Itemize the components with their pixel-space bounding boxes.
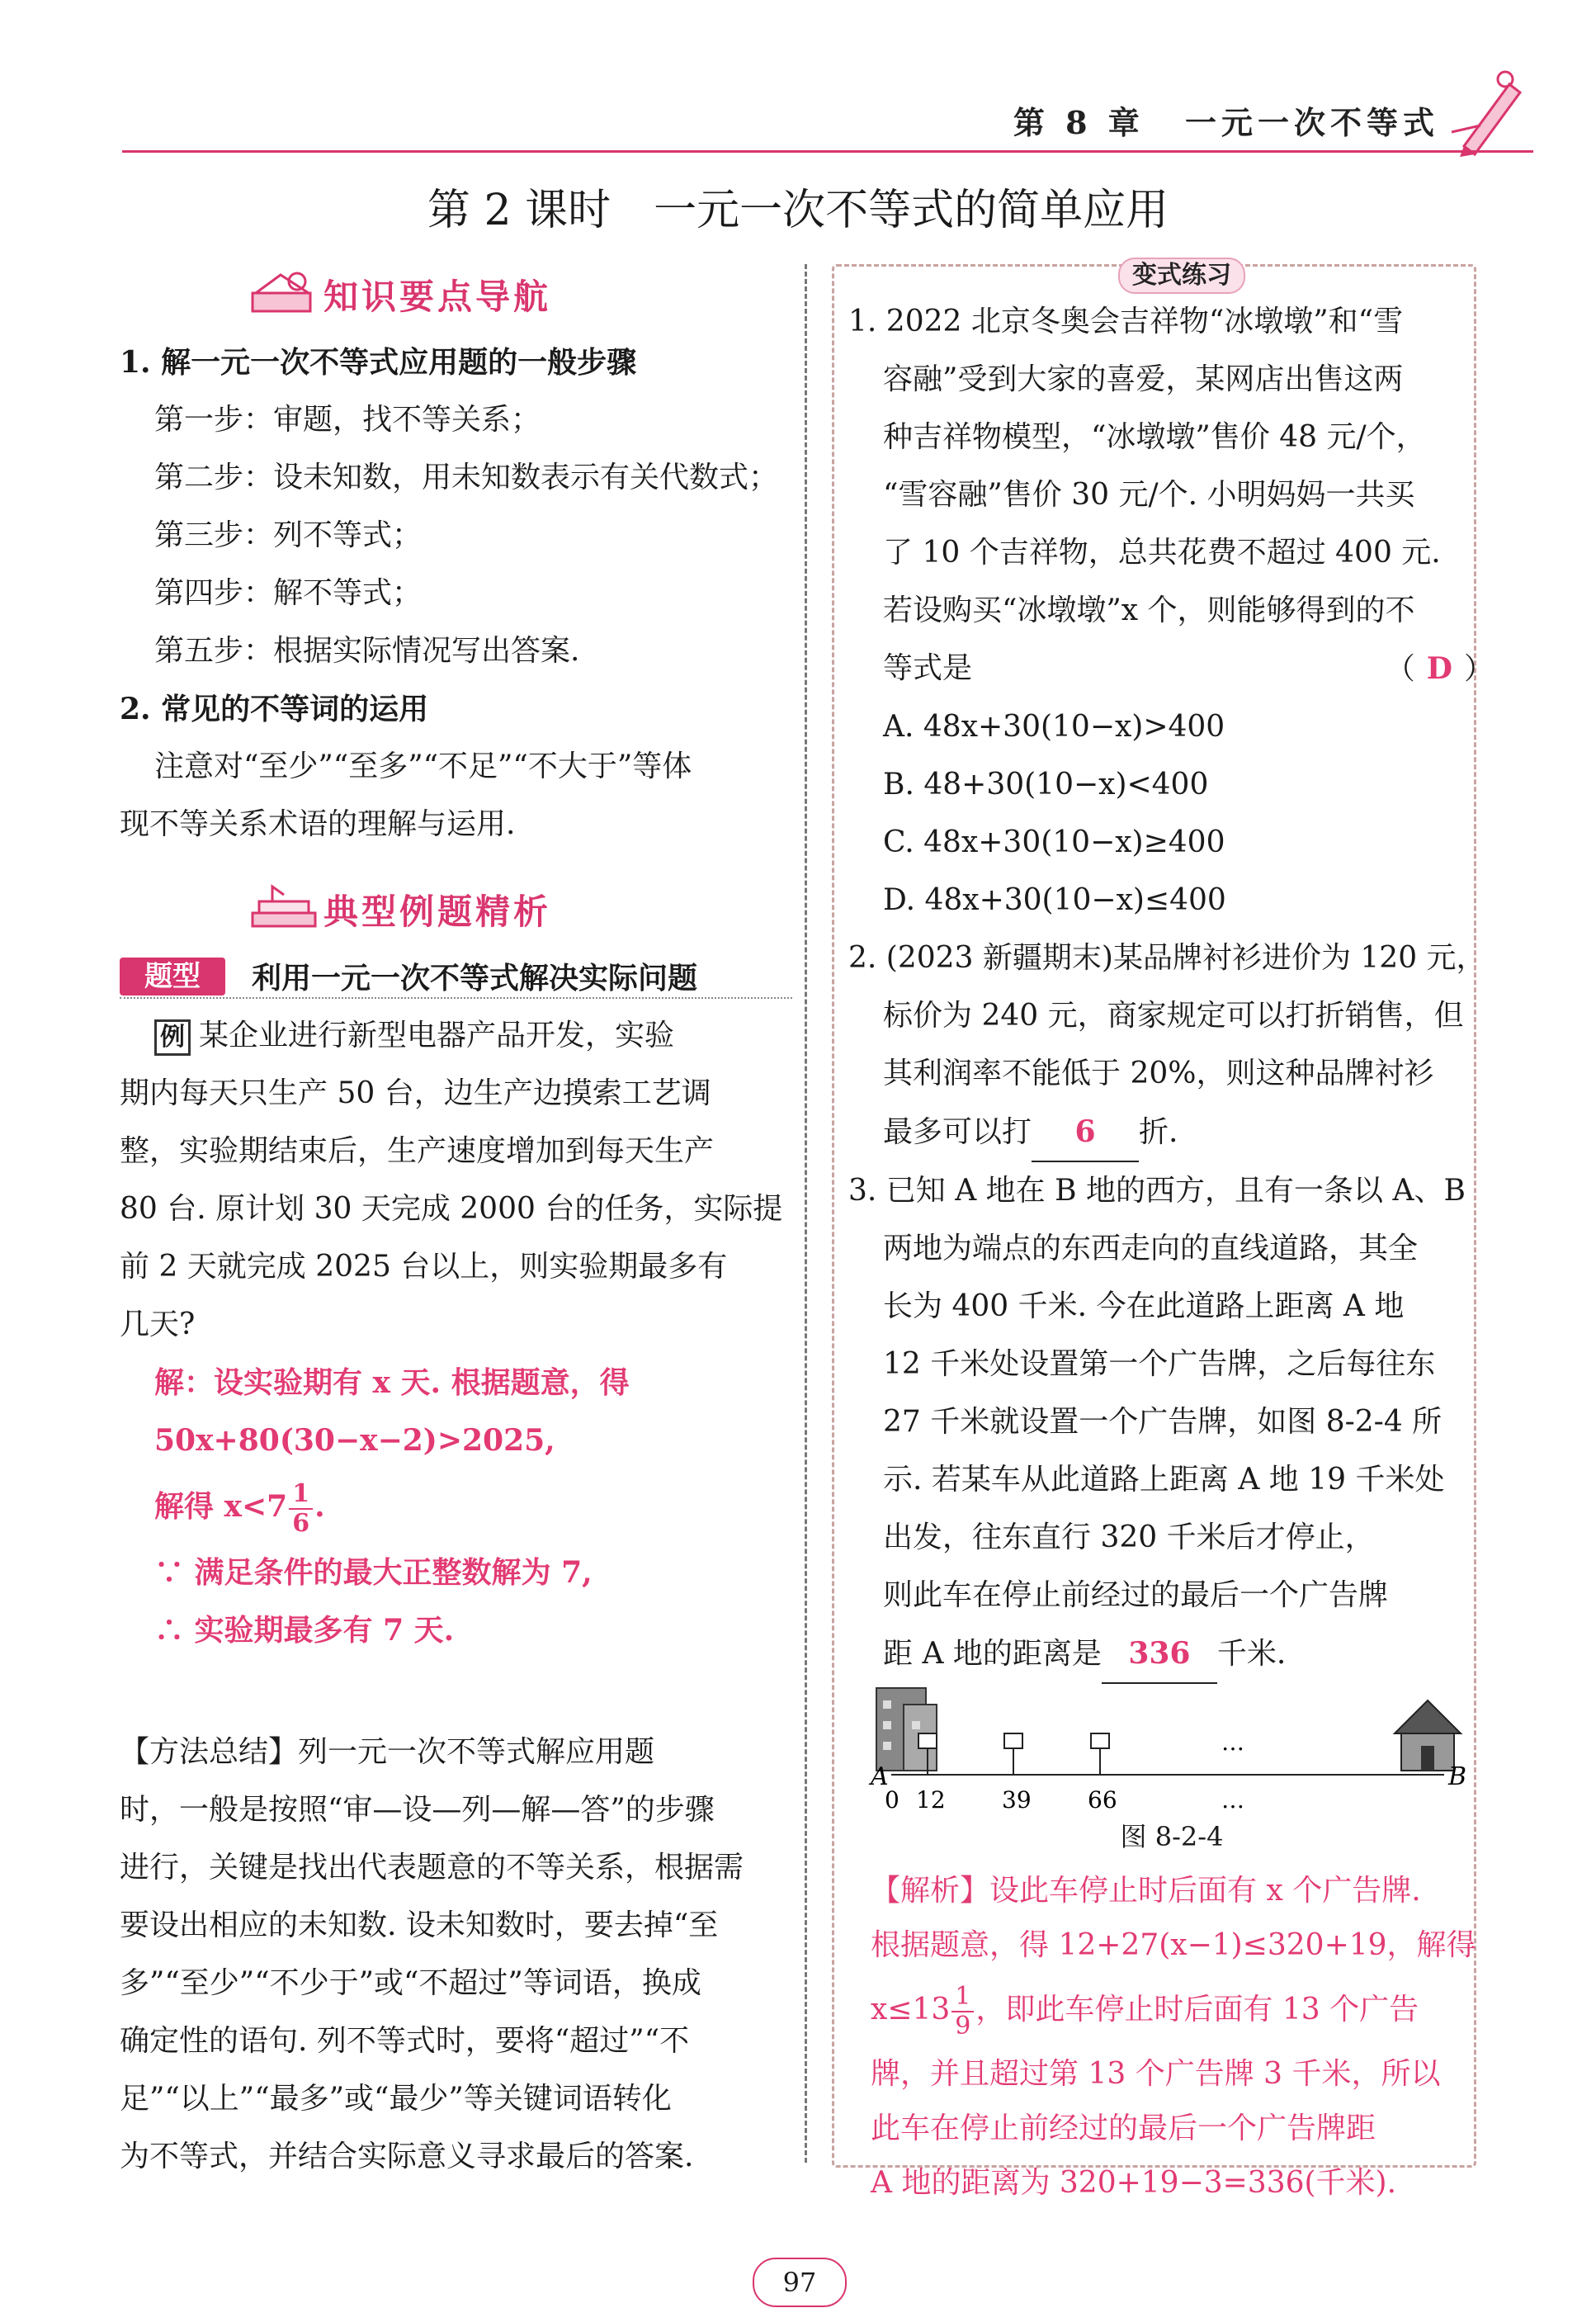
- solution-fraction: $\frac{1}{6}$: [289, 1480, 313, 1538]
- billboard-3: [1091, 1733, 1109, 1775]
- books-icon: [248, 883, 323, 936]
- tick-label-12: 12: [916, 1786, 946, 1814]
- solution-line-4: ∵ 满足条件的最大正整数解为 7,: [154, 1555, 593, 1590]
- pencil-icon: [1447, 68, 1530, 158]
- analysis-fraction: $\frac{1}{9}$: [951, 1983, 974, 2041]
- example-line-1: 例 某企业进行新型电器产品开发，实验: [120, 1007, 788, 1065]
- figure-caption: 图 8-2-4: [1120, 1821, 1224, 1852]
- examples-heading-block: [248, 883, 551, 936]
- q3-line-9: 距 A 地的距离是 336 千米.: [848, 1624, 1476, 1684]
- practice-label: 变式练习: [1118, 258, 1245, 294]
- q3-line-2: 两地为端点的东西走向的直线道路，其全: [883, 1232, 1419, 1265]
- solution-line-3: 解得 x<7 $\frac{1}{6}$ .: [154, 1479, 325, 1538]
- knowledge-heading-block: [248, 268, 551, 321]
- q2-answer: 6: [1032, 1103, 1139, 1162]
- knowledge-item-2-line-2: 现不等关系术语的理解与运用.: [120, 807, 516, 841]
- q1-line-4: “雪容融”售价 30 元/个. 小明妈妈一共买: [883, 478, 1415, 512]
- q3-answer: 336: [1102, 1624, 1217, 1684]
- question-type-rule: [120, 997, 792, 999]
- chapter-title: 一元一次不等式: [1184, 104, 1439, 141]
- examples-heading: 典型例题精析: [323, 891, 552, 932]
- solution-line-2: 50x+80(30−x−2)>2025,: [154, 1423, 555, 1458]
- example-line-4: 80 台. 原计划 30 天完成 2000 台的任务，实际提: [120, 1192, 783, 1226]
- method-line-6: 确定性的语句. 列不等式时，要将“超过”“不: [120, 2024, 690, 2058]
- tick-label-0: 0: [885, 1786, 900, 1814]
- step-3: 第三步：列不等式；: [154, 518, 423, 552]
- example-line-5: 前 2 天就完成 2025 台以上，则实验期最多有: [120, 1250, 728, 1284]
- knowledge-item-2-line-1: 注意对“至少”“至多”“不足”“不大于”等体: [154, 750, 692, 783]
- q1-line-6: 若设购买“冰墩墩”x 个，则能够得到的不: [883, 594, 1415, 627]
- q1-option-d: D. 48x+30(10−x)≤400: [883, 883, 1226, 917]
- analysis-block: [871, 1864, 1476, 2211]
- ellipsis-top: …: [1221, 1728, 1244, 1756]
- q1-line-2: 容融”受到大家的喜爱，某网店出售这两: [883, 362, 1404, 396]
- book-icon: [248, 268, 323, 321]
- example-line-2: 期内每天只生产 50 台，边生产边摸索工艺调: [120, 1076, 711, 1110]
- header-rule: [122, 150, 1533, 153]
- example-line-3: 整，实验期结束后，生产速度增加到每天生产: [120, 1134, 715, 1168]
- label-a: A: [871, 1762, 889, 1791]
- method-line-1: 【方法总结】列一元一次不等式解应用题: [120, 1735, 655, 1769]
- page-number: 97: [753, 2258, 847, 2307]
- knowledge-heading: 知识要点导航: [323, 277, 552, 317]
- knowledge-item-1-title: 1. 解一元一次不等式应用题的一般步骤: [120, 345, 637, 380]
- analysis-line-2: 根据题意，得 12+27(x−1)≤320+19，解得: [871, 1928, 1476, 1962]
- example-problem: [120, 1007, 788, 1659]
- q3-line-4: 12 千米处设置第一个广告牌，之后每往东: [883, 1347, 1436, 1381]
- q3-line-3: 长为 400 千米. 今在此道路上距离 A 地: [883, 1289, 1405, 1323]
- house-icon: [1395, 1700, 1461, 1771]
- chapter-number: 第 8 章: [1013, 104, 1145, 141]
- method-line-5: 多”“至少”“不少于”或“不超过”等词语，换成: [120, 1966, 701, 2000]
- q3-line-5: 27 千米就设置一个广告牌，如图 8-2-4 所: [883, 1405, 1443, 1439]
- example-label: 例: [154, 1019, 191, 1056]
- q1-answer-bracket: （ D ）: [1385, 651, 1494, 686]
- q3-line-1: 3. 已知 A 地在 B 地的西方，且有一条以 A、B: [848, 1174, 1466, 1208]
- q1-line-1: 1. 2022 北京冬奥会吉祥物“冰墩墩”和“雪: [848, 305, 1404, 338]
- analysis-line-4: 牌，并且超过第 13 个广告牌 3 千米，所以: [871, 2057, 1441, 2091]
- q2-line-4: 最多可以打 6 折.: [848, 1103, 1476, 1162]
- q1-option-a: A. 48x+30(10−x)>400: [883, 710, 1225, 744]
- billboard-2: [1004, 1733, 1022, 1775]
- step-1: 第一步：审题，找不等关系；: [154, 403, 541, 437]
- solution-line-1: 解：设实验期有 x 天. 根据题意，得: [154, 1365, 630, 1400]
- q1-option-c: C. 48x+30(10−x)≥400: [883, 825, 1225, 859]
- q3-line-8: 则此车在停止前经过的最后一个广告牌: [883, 1578, 1389, 1612]
- solution-line-5: ∴ 实验期最多有 7 天.: [154, 1613, 455, 1648]
- q1-line-7: 等式是 （ D ）: [848, 640, 1494, 698]
- tick-label-39: 39: [1002, 1786, 1032, 1814]
- tick-label-66: 66: [1088, 1786, 1117, 1814]
- q1-line-3: 种吉祥物模型，“冰墩墩”售价 48 元/个，: [883, 420, 1426, 454]
- example-line-6: 几天?: [120, 1308, 196, 1341]
- ellipsis-bottom: …: [1221, 1786, 1244, 1814]
- q1-answer: D: [1426, 651, 1452, 686]
- q1-line-5: 了 10 个吉祥物，总共花费不超过 400 元.: [883, 536, 1441, 570]
- step-5: 第五步：根据实际情况写出答案.: [154, 634, 580, 668]
- question-type-tag: 题型: [120, 958, 225, 995]
- method-line-8: 为不等式，并结合实际意义寻求最后的答案.: [120, 2140, 694, 2173]
- practice-q1: [848, 293, 1494, 1684]
- running-header: [989, 97, 1439, 143]
- step-4: 第四步：解不等式；: [154, 576, 423, 610]
- method-line-4: 要设出相应的未知数. 设未知数时，要去掉“至: [120, 1908, 719, 1942]
- road-figure: [866, 1684, 1477, 1816]
- analysis-line-6: A 地的距离为 320+19−3=336(千米).: [871, 2166, 1397, 2200]
- analysis-line-5: 此车在停止前经过的最后一个广告牌距: [871, 2112, 1376, 2145]
- method-line-2: 时，一般是按照“审—设—列—解—答”的步骤: [120, 1793, 715, 1827]
- knowledge-item-2-title: 2. 常见的不等词的运用: [120, 692, 429, 726]
- method-line-3: 进行，关键是找出代表题意的不等关系，根据需: [120, 1851, 744, 1885]
- page-title: 第 2 课时 一元一次不等式的简单应用: [427, 186, 1169, 235]
- question-type-title: 利用一元一次不等式解决实际问题: [252, 962, 698, 995]
- label-b: B: [1448, 1762, 1467, 1791]
- q1-option-b: B. 48+30(10−x)<400: [883, 768, 1209, 802]
- q3-line-6: 示. 若某车从此道路上距离 A 地 19 千米处: [883, 1463, 1445, 1497]
- method-summary: [120, 1724, 788, 2186]
- analysis-line-1: 【解析】设此车停止时后面有 x 个广告牌.: [871, 1874, 1421, 1908]
- q3-line-7: 出发，往东直行 320 千米后才停止，: [883, 1520, 1375, 1554]
- q2-line-3: 其利润率不能低于 20%，则这种品牌衬衫: [883, 1057, 1434, 1090]
- method-line-7: 足”“以上”“最多”或“最少”等关键词语转化: [120, 2082, 672, 2116]
- knowledge-section: [120, 333, 788, 854]
- analysis-line-3: x≤13 $\frac{1}{9}$ ，即此车停止时后面有 13 个广告: [871, 1982, 1419, 2041]
- column-divider: [805, 264, 807, 2163]
- q2-line-1: 2. (2023 新疆期末)某品牌衬衫进价为 120 元，: [848, 941, 1486, 975]
- step-2: 第二步：设未知数，用未知数表示有关代数式；: [154, 461, 779, 494]
- q2-line-2: 标价为 240 元，商家规定可以打折销售，但: [883, 999, 1464, 1033]
